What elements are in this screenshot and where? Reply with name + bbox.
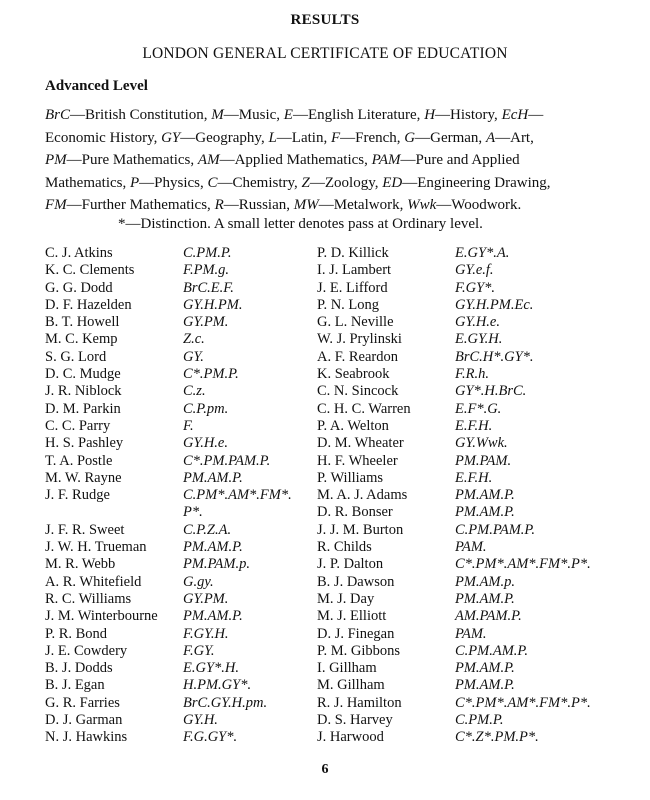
result-row	[45, 401, 315, 418]
key-line	[45, 127, 605, 150]
subject-passes: BrC.H*.GY*.	[455, 348, 534, 365]
subject-description: —Metalwork,	[318, 197, 408, 213]
result-row	[317, 245, 617, 262]
student-name: M. W. Rayne	[45, 469, 122, 486]
subject-abbreviation: MW	[293, 197, 319, 213]
subject-abbreviation: E	[283, 107, 293, 123]
result-row	[45, 591, 315, 608]
student-name: R. J. Hamilton	[317, 694, 402, 711]
subject-passes: F.	[183, 417, 194, 434]
student-name: P. R. Bond	[45, 625, 108, 642]
subject-description: —Engineering Drawing,	[402, 174, 551, 191]
key-line	[45, 194, 605, 217]
result-row	[317, 574, 617, 591]
student-name: D. F. Hazelden	[45, 296, 132, 313]
subject-abbreviation: F	[330, 129, 341, 146]
result-row	[45, 504, 315, 521]
subject-passes: C*.PM.PAM.P.	[183, 452, 271, 469]
subject-passes: E.F*.G.	[455, 400, 502, 417]
subject-passes: PM.AM.P.	[455, 487, 515, 504]
subject-passes: E.GY*.A.	[455, 245, 510, 261]
key-line	[45, 172, 605, 195]
result-row	[45, 314, 315, 331]
subject-abbreviation: ED	[382, 174, 403, 191]
subject-description: —British Constitution,	[70, 107, 212, 123]
student-name: M. C. Kemp	[45, 331, 118, 348]
subject-passes: GY.PM.	[183, 314, 229, 331]
subject-abbreviation: H	[424, 107, 436, 123]
result-row	[45, 297, 315, 314]
student-name: K. C. Clements	[45, 262, 135, 279]
subject-description: —Geography,	[180, 129, 269, 146]
subject-passes: GY.H.PM.Ec.	[455, 296, 534, 313]
result-row	[317, 677, 617, 694]
result-row	[317, 453, 617, 470]
student-name: C. J. Atkins	[45, 245, 113, 261]
subject-passes: F.GY.H.	[183, 625, 229, 642]
result-row	[317, 729, 617, 746]
subject-abbreviation: AM	[197, 152, 220, 168]
subject-abbreviation: C	[207, 174, 218, 191]
result-row	[317, 435, 617, 452]
result-row	[45, 453, 315, 470]
subject-passes: C.PM.AM.P.	[455, 642, 529, 659]
student-name: B. J. Dawson	[317, 573, 395, 590]
subject-description: —Music,	[223, 107, 284, 123]
subject-passes: C*.PM*.AM*.FM*.P*.	[455, 556, 591, 573]
student-name: J. F. Rudge	[45, 487, 110, 504]
subject-description: —	[528, 107, 544, 123]
subject-abbreviation: BrC	[45, 107, 71, 123]
result-row	[45, 695, 315, 712]
student-name: R. C. Williams	[45, 590, 132, 607]
result-row	[45, 383, 315, 400]
subject-passes: GY.H.e.	[455, 314, 500, 331]
student-name: D. M. Parkin	[45, 400, 121, 417]
student-name: H. F. Wheeler	[317, 452, 398, 469]
subject-passes: PM.AM.P.	[183, 469, 243, 486]
subject-passes: PAM.	[455, 539, 487, 556]
subject-passes: PM.AM.P.	[455, 590, 515, 607]
subject-description: —English Literature,	[292, 107, 425, 123]
student-name: H. S. Pashley	[45, 435, 124, 452]
result-row	[317, 418, 617, 435]
result-row	[317, 280, 617, 297]
student-name: D. S. Harvey	[317, 712, 393, 729]
result-row	[45, 574, 315, 591]
student-name: J. E. Cowdery	[45, 642, 128, 659]
result-row	[317, 504, 617, 521]
student-name: M. J. Day	[317, 590, 375, 607]
subject-abbreviation: Wwk	[407, 197, 437, 213]
subject-description: —German,	[415, 129, 486, 146]
result-row	[317, 591, 617, 608]
key-line	[45, 149, 605, 172]
result-row	[45, 608, 315, 625]
student-name: W. J. Prylinski	[317, 331, 402, 348]
student-name: N. J. Hawkins	[45, 729, 128, 746]
student-name: G. R. Farries	[45, 694, 120, 711]
result-row	[317, 297, 617, 314]
subject-description: —Physics,	[139, 174, 208, 191]
student-name: A. F. Reardon	[317, 348, 398, 365]
result-row	[317, 401, 617, 418]
subject-abbreviation: L	[268, 129, 277, 146]
student-name: P. A. Welton	[317, 417, 389, 434]
result-row	[45, 539, 315, 556]
subject-passes: PM.AM.p.	[455, 573, 515, 590]
student-name: K. Seabrook	[317, 366, 390, 383]
subject-passes: C*.Z*.PM.P*.	[455, 729, 539, 746]
subject-passes: GY.PM.	[183, 590, 229, 607]
subject-description: —Russian,	[223, 197, 294, 213]
subject-passes: C.PM.P.	[455, 712, 504, 729]
result-row	[45, 729, 315, 746]
student-name: M. Gillham	[317, 677, 385, 694]
subject-passes: P*.	[183, 504, 203, 521]
student-name: J. E. Lifford	[317, 279, 388, 296]
student-name: B. T. Howell	[45, 314, 120, 331]
results-right-column	[317, 245, 617, 747]
subject-passes: C*.PM.P.	[183, 366, 239, 383]
student-name: P. Williams	[317, 469, 384, 486]
subject-description: —French,	[340, 129, 405, 146]
result-row	[45, 366, 315, 383]
subject-passes: E.GY*.H.	[183, 660, 239, 677]
subject-description: —Pure and Applied	[400, 152, 520, 168]
result-row	[317, 643, 617, 660]
subject-passes: F.G.GY*.	[183, 729, 238, 746]
subject-passes: E.F.H.	[455, 417, 493, 434]
student-name: A. R. Whitefield	[45, 573, 142, 590]
result-row	[317, 331, 617, 348]
subject-passes: F.R.h.	[455, 366, 489, 383]
subject-abbreviation: GY	[161, 129, 181, 146]
student-name: J. Harwood	[317, 729, 384, 746]
result-row	[317, 262, 617, 279]
subject-passes: C*.PM*.AM*.FM*.P*.	[455, 694, 591, 711]
subject-passes: GY.H.PM.	[183, 296, 243, 313]
result-row	[317, 487, 617, 504]
student-name: D. M. Wheater	[317, 435, 404, 452]
subject-description: —Latin,	[276, 129, 331, 146]
result-row	[45, 418, 315, 435]
subject-passes: F.PM.g.	[183, 262, 230, 279]
result-row	[45, 331, 315, 348]
subject-passes: GY.Wwk.	[455, 435, 508, 452]
student-name: G. G. Dodd	[45, 279, 113, 296]
results-list	[0, 245, 650, 745]
subject-description: —Pure Mathematics,	[66, 152, 198, 168]
result-row	[317, 470, 617, 487]
student-name: P. M. Gibbons	[317, 642, 400, 659]
result-row	[45, 245, 315, 262]
subject-passes: C.P.Z.A.	[183, 521, 232, 538]
student-name: C. N. Sincock	[317, 383, 399, 400]
subject-passes: C.PM.P.	[183, 245, 232, 261]
student-name: M. J. Elliott	[317, 608, 387, 625]
student-name: G. L. Neville	[317, 314, 394, 331]
subject-passes: F.GY.	[183, 642, 215, 659]
result-row	[317, 608, 617, 625]
subject-passes: GY.e.f.	[455, 262, 494, 279]
student-name: T. A. Postle	[45, 452, 113, 469]
result-row	[45, 470, 315, 487]
result-row	[317, 522, 617, 539]
student-name: D. J. Garman	[45, 712, 123, 729]
subject-abbreviation: R	[214, 197, 224, 213]
subject-passes: GY*.H.BrC.	[455, 383, 527, 400]
level-title: Advanced Level	[45, 78, 148, 94]
result-row	[45, 556, 315, 573]
subject-passes: G.gy.	[183, 573, 214, 590]
student-name: D. J. Finegan	[317, 625, 395, 642]
key-line	[45, 104, 605, 127]
subject-abbreviation: PAM	[371, 152, 401, 168]
subject-abbreviation: Z	[301, 174, 310, 191]
subject-passes: GY.H.e.	[183, 435, 228, 452]
subject-passes: PM.PAM.	[455, 452, 512, 469]
student-name: J. J. M. Burton	[317, 521, 404, 538]
distinction-note: *—Distinction. A small letter denotes pass at Ordinary level.	[118, 216, 483, 232]
subject-passes: BrC.GY.H.pm.	[183, 694, 268, 711]
result-row	[45, 712, 315, 729]
subject-passes: PM.AM.P.	[455, 660, 515, 677]
subject-abbreviation: A	[485, 129, 496, 146]
subject-abbreviation: P	[129, 174, 140, 191]
subject-passes: C.z.	[183, 383, 206, 400]
result-row	[45, 280, 315, 297]
student-name: B. J. Dodds	[45, 660, 113, 677]
student-name: I. J. Lambert	[317, 262, 392, 279]
subject-passes: PM.AM.P.	[183, 608, 243, 625]
subject-passes: E.GY.H.	[455, 331, 503, 348]
subject-description: Mathematics,	[45, 174, 130, 191]
result-row	[45, 522, 315, 539]
subject-abbreviation: EcH	[501, 107, 529, 123]
page-number: 6	[321, 762, 329, 777]
subject-passes: Z.c.	[183, 331, 205, 348]
subject-abbreviation: G	[404, 129, 416, 146]
subject-abbreviation: FM	[45, 197, 67, 213]
subject-description: —History,	[435, 107, 502, 123]
subject-passes: GY.	[183, 348, 204, 365]
result-row	[317, 695, 617, 712]
result-row	[45, 487, 315, 504]
result-row	[317, 712, 617, 729]
student-name: B. J. Egan	[45, 677, 105, 694]
result-row	[45, 660, 315, 677]
subject-passes: PAM.	[455, 625, 487, 642]
student-name: R. Childs	[317, 539, 372, 556]
subject-description: —Further Mathematics,	[66, 197, 215, 213]
result-row	[317, 314, 617, 331]
student-name: P. N. Long	[317, 296, 380, 313]
result-row	[45, 677, 315, 694]
subject-passes: C.PM.PAM.P.	[455, 521, 536, 538]
subject-passes: H.PM.GY*.	[183, 677, 252, 694]
result-row	[317, 539, 617, 556]
student-name: S. G. Lord	[45, 348, 107, 365]
result-row	[45, 435, 315, 452]
student-name: C. H. C. Warren	[317, 400, 411, 417]
subject-description: Economic History,	[45, 129, 162, 146]
results-left-column	[45, 245, 315, 747]
subject-abbreviation: PM	[45, 152, 67, 168]
subject-description: —Applied Mathematics,	[219, 152, 372, 168]
subject-description: —Woodwork.	[436, 197, 522, 213]
subject-key	[45, 104, 605, 217]
result-row	[45, 626, 315, 643]
student-name: I. Gillham	[317, 660, 377, 677]
subject-passes: C.PM*.AM*.FM*.	[183, 487, 292, 504]
student-name: M. A. J. Adams	[317, 487, 408, 504]
result-row	[45, 643, 315, 660]
results-heading: RESULTS	[290, 12, 360, 28]
result-row	[317, 626, 617, 643]
result-row	[317, 660, 617, 677]
result-row	[45, 349, 315, 366]
subject-passes: C.P.pm.	[183, 400, 229, 417]
subject-passes: PM.AM.P.	[455, 677, 515, 694]
result-row	[317, 383, 617, 400]
subject-abbreviation: M	[211, 107, 224, 123]
result-row	[317, 349, 617, 366]
subject-description: —Chemistry,	[217, 174, 302, 191]
subject-passes: E.F.H.	[455, 469, 493, 486]
student-name: D. C. Mudge	[45, 366, 121, 383]
student-name: P. D. Killick	[317, 245, 389, 261]
subject-passes: PM.AM.P.	[455, 504, 515, 521]
student-name: J. F. R. Sweet	[45, 521, 125, 538]
student-name: J. M. Winterbourne	[45, 608, 158, 625]
certificate-title: LONDON GENERAL CERTIFICATE OF EDUCATION	[142, 45, 508, 62]
student-name: J. R. Niblock	[45, 383, 122, 400]
subject-passes: F.GY*.	[455, 279, 496, 296]
subject-passes: PM.PAM.p.	[183, 556, 250, 573]
result-row	[317, 556, 617, 573]
subject-passes: AM.PAM.P.	[455, 608, 522, 625]
subject-description: —Zoology,	[309, 174, 383, 191]
subject-description: —Art,	[495, 129, 534, 146]
result-row	[317, 366, 617, 383]
subject-passes: BrC.E.F.	[183, 279, 234, 296]
student-name: M. R. Webb	[45, 556, 116, 573]
subject-passes: PM.AM.P.	[183, 539, 243, 556]
student-name: D. R. Bonser	[317, 504, 393, 521]
subject-passes: GY.H.	[183, 712, 218, 729]
student-name: C. C. Parry	[45, 417, 111, 434]
student-name: J. W. H. Trueman	[45, 539, 147, 556]
result-row	[45, 262, 315, 279]
student-name: J. P. Dalton	[317, 556, 384, 573]
